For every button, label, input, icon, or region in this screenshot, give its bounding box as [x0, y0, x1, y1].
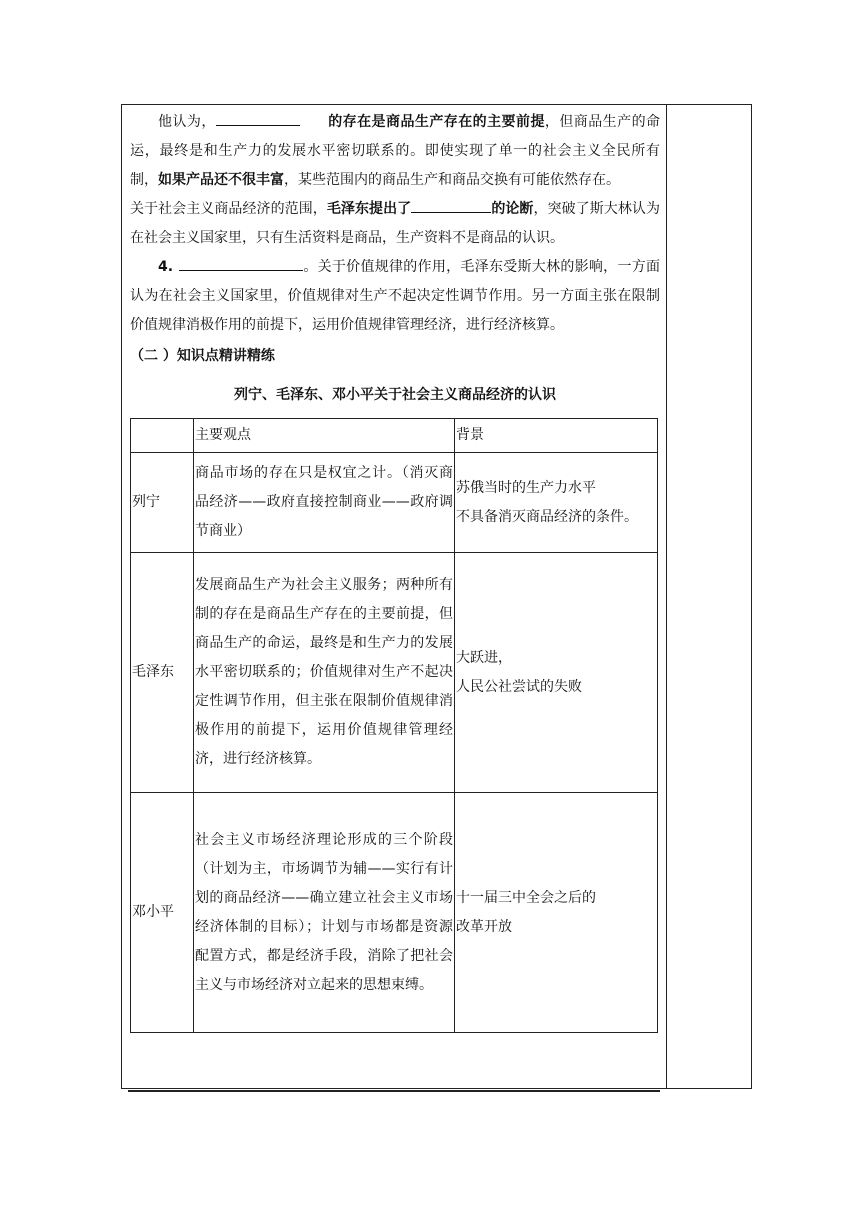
para2-prefix: 关于社会主义商品经济的范围， [130, 201, 327, 217]
outer-column-divider [666, 104, 667, 1089]
header-cell-view: 主要观点 [194, 419, 455, 453]
row-background-deng [455, 793, 658, 1033]
paragraph-value-law [130, 253, 660, 340]
row-view-mao: 发展商品生产为社会主义服务；两种所有制的存在是商品生产存在的主要前提，但商品生产的命运，最终是和生产力的发展水平密切联系的；价值规律对生产不起决定性调节作用，但主张在限制价值规律消极作用的前提下，运用价值规律管理经济，进行经济核算。 [194, 553, 455, 793]
background-line-2: 改革开放 [456, 918, 512, 935]
para1-bold2: 如果产品还不很丰富 [158, 172, 284, 188]
row-name-lenin: 列宁 [131, 453, 194, 553]
table-bottom-rule [128, 1090, 660, 1092]
main-content [130, 104, 660, 1033]
fill-blank-2[interactable] [411, 195, 491, 213]
row-view-deng: 社会主义市场经济理论形成的三个阶段（计划为主，市场调节为辅——实行有计划的商品经济——确立建立社会主义市场经济体制的目标）；计划与市场都是资源配置方式，都是经济手段，消除了把社会主义与市场经济对立起来的思想束缚。 [194, 793, 455, 1033]
paragraph-commodity-premise [130, 108, 660, 195]
table-title: 列宁、毛泽东、邓小平关于社会主义商品经济的认识 [234, 387, 556, 403]
table-row [131, 553, 658, 793]
table-row [131, 453, 658, 553]
para1-suffix: ，但商品生产的命运，最终是和生产力的发展水平密切联系的。即使实现了单一的社会主义全民所有制， [130, 114, 661, 188]
comparison-table [130, 418, 658, 1033]
table-row [131, 793, 658, 1033]
row-background-mao [455, 553, 658, 793]
para1-suffix2: ，某些范围内的商品生产和商品交换有可能依然存在。 [284, 172, 620, 188]
para1-prefix: 他认为， [158, 114, 216, 130]
background-line-1: 十一届三中全会之后的 [456, 889, 596, 906]
background-line-1: 大跃进， [456, 649, 512, 666]
table-header-row [131, 419, 658, 453]
row-view-lenin: 商品市场的存在只是权宜之计。（消灭商品经济——政府直接控制商业——政府调节商业） [194, 453, 455, 553]
fill-blank-1[interactable] [216, 108, 300, 126]
background-line-2: 人民公社尝试的失败 [456, 678, 582, 695]
header-cell-empty [131, 419, 194, 453]
para1-bold: 的存在是商品生产存在的主要前提 [327, 114, 545, 130]
para2-bold-after: 的论断 [491, 201, 534, 217]
para3-text: 。关于价值规律的作用，毛泽东受斯大林的影响，一方面认为在社会主义国家里，价值规律对生产不起决定性调节作用。另一方面主张在限制价值规律消极作用的前提下，运用价值规律管理经济，进行经济核算。 [130, 259, 660, 333]
para3-number: 4. [158, 259, 174, 275]
background-line-2: 不具备消灭商品经济的条件。 [456, 508, 638, 525]
row-name-mao: 毛泽东 [131, 553, 194, 793]
para2-bold: 毛泽东提出了 [326, 201, 412, 217]
fill-blank-3[interactable] [179, 253, 303, 271]
header-cell-background: 背景 [455, 419, 658, 453]
background-line-1: 苏俄当时的生产力水平 [456, 479, 596, 496]
paragraph-commodity-scope [130, 195, 660, 253]
section-heading: （二 ）知识点精讲精练 [130, 348, 275, 364]
para2-suffix: ，突破了斯大林认为在社会主义国家里，只有生活资料是商品，生产资料不是商品的认识。 [130, 201, 660, 246]
row-name-deng: 邓小平 [131, 793, 194, 1033]
row-background-lenin [455, 453, 658, 553]
